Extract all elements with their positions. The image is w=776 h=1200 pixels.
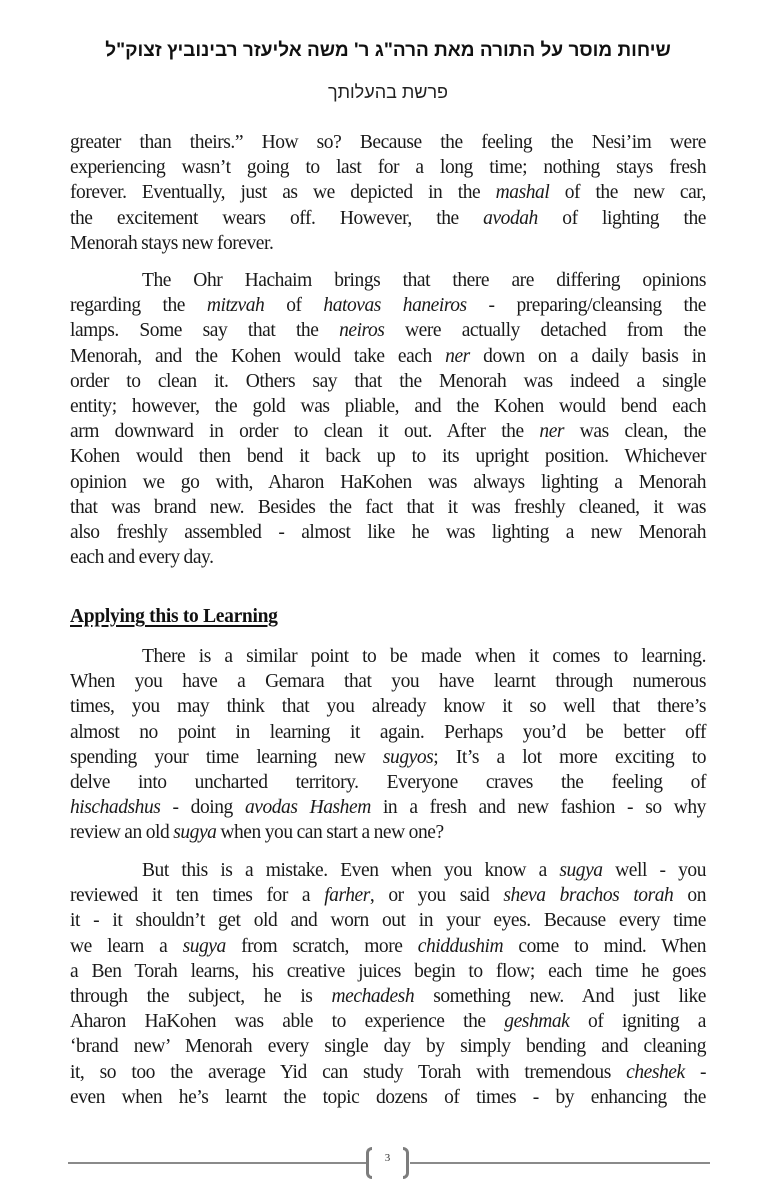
- text-line: a Ben Torah learns, his creative juices begin to flow; each time he goes: [70, 960, 706, 982]
- text-run: come to mind. When: [503, 935, 707, 957]
- book-title: שיחות מוסר על התורה מאת הרה"ג ר' משה אליעזר רבינוביץ זצוק"ל: [105, 40, 671, 61]
- text-run: ; It’s a lot more exciting to: [433, 746, 706, 768]
- text-line: almost no point in learning it again. Perhaps you’d be better off: [70, 721, 706, 743]
- footer-rule-left: [68, 1162, 368, 1164]
- italic-term: mechadesh: [331, 985, 415, 1007]
- text-run: we learn a: [70, 935, 183, 957]
- parsha-name: פרשת בהעלותך: [327, 82, 449, 102]
- text-line: experiencing wasn’t going to last for a long time; nothing stays fresh: [70, 157, 706, 179]
- text-line: opinion we go with, Aharon HaKohen was always lighting a Menorah: [70, 471, 706, 493]
- italic-term: sugyos: [382, 746, 434, 768]
- text-run: Aharon HaKohen was able to experience the: [70, 1011, 505, 1033]
- text-run: But this is a mistake. Even when you know a: [142, 860, 560, 881]
- right-brace-icon: [403, 1147, 409, 1179]
- section-heading: Applying this to Learning: [70, 606, 278, 627]
- text-line: [70, 318, 706, 343]
- page-number: 3: [384, 1152, 391, 1164]
- text-line: [70, 934, 706, 959]
- text-run: -: [684, 1061, 706, 1083]
- text-run: forever. Eventually, just as we depicted in the: [70, 182, 496, 204]
- text-run: regarding the: [70, 295, 207, 317]
- text-line: [70, 1060, 706, 1085]
- text-line: even when he’s learnt the topic dozens of times - by enhancing the: [70, 1086, 706, 1108]
- text-run: it, so too the average Yid can study Torah with tremendous: [70, 1061, 627, 1083]
- text-run: lamps. Some say that the: [70, 320, 340, 342]
- text-line: [70, 984, 706, 1009]
- text-run: when you can start a new one?: [216, 822, 444, 844]
- text-run: spending your time learning new: [70, 746, 383, 768]
- footer-rule-right: [410, 1162, 710, 1164]
- text-run: from scratch, more: [225, 935, 418, 957]
- italic-term: sugya: [559, 860, 603, 881]
- italic-term: mashal: [495, 182, 550, 204]
- italic-term: geshmak: [504, 1011, 570, 1033]
- italic-term: cheshek: [626, 1061, 685, 1083]
- text-line: it - it shouldn’t get old and worn out in your eyes. Because every time: [70, 910, 706, 932]
- text-line: [70, 858, 706, 883]
- text-run: arm downward in order to clean it out. After the: [70, 421, 540, 443]
- text-line: that was brand new. Besides the fact that it was freshly cleaned, it was: [70, 496, 706, 518]
- italic-term: chiddushim: [417, 935, 504, 957]
- text-run: in a fresh and new fashion - so why: [370, 797, 706, 819]
- text-run: was clean, the: [564, 421, 706, 443]
- text-line: When you have a Gemara that you have learnt through numerous: [70, 671, 706, 693]
- paragraph-learning: [70, 644, 706, 846]
- text-line: [70, 180, 706, 205]
- text-line: [70, 419, 706, 444]
- italic-term: ner: [539, 421, 565, 443]
- italic-term: neiros: [339, 320, 385, 342]
- italic-term: hischadshus: [70, 797, 161, 819]
- paragraph-continuation: [70, 130, 706, 256]
- text-line: [70, 1009, 706, 1034]
- italic-term: hatovas haneiros: [323, 295, 467, 317]
- text-line: greater than theirs.” How so? Because the feeling the Nesi’im were: [70, 132, 706, 153]
- italic-term: sheva brachos torah: [503, 885, 674, 907]
- text-line: order to clean it. Others say that the Menorah was indeed a single: [70, 370, 706, 392]
- text-run: on: [673, 885, 706, 907]
- text-run: through the subject, he is: [70, 985, 332, 1007]
- text-line: entity; however, the gold was pliable, and the Kohen would bend each: [70, 395, 706, 417]
- text-line: [70, 795, 706, 820]
- text-run: , or you said: [369, 885, 504, 907]
- text-run: of the new car,: [549, 182, 706, 204]
- text-line: The Ohr Hachaim brings that there are differing opinions: [142, 270, 706, 291]
- text-line: Kohen would then bend it back up to its upright position. Whichever: [70, 446, 706, 468]
- text-run: were actually detached from the: [384, 320, 706, 342]
- italic-term: avodas Hashem: [244, 797, 371, 819]
- text-line: [70, 293, 706, 318]
- text-run: reviewed it ten times for a: [70, 885, 325, 907]
- italic-term: sugya: [182, 935, 226, 957]
- text-line: [70, 206, 706, 231]
- text-run: well - you: [602, 860, 706, 881]
- text-run: - preparing/cleansing the: [466, 295, 706, 317]
- text-line: Menorah stays new forever.: [70, 232, 274, 254]
- paragraph-ohr-hachaim: [70, 268, 706, 570]
- text-line: ‘brand new’ Menorah every single day by simply bending and cleaning: [70, 1036, 706, 1058]
- text-line: [70, 344, 706, 369]
- text-line: also freshly assembled - almost like he was lighting a new Menorah: [70, 521, 706, 543]
- text-line: [70, 820, 706, 845]
- text-line: There is a similar point to be made when it comes to learning.: [142, 646, 706, 667]
- italic-term: sugya: [173, 822, 217, 844]
- text-line: [70, 883, 706, 908]
- text-run: down on a daily basis in: [469, 345, 706, 367]
- text-run: something new. And just like: [414, 985, 707, 1007]
- paragraph-mistake: [70, 858, 706, 1110]
- italic-term: ner: [445, 345, 470, 367]
- text-run: Menorah, and the Kohen would take each: [70, 345, 446, 367]
- text-run: of: [264, 295, 324, 317]
- text-line: times, you may think that you already know it so well that there’s: [70, 696, 706, 718]
- italic-term: mitzvah: [206, 295, 265, 317]
- text-line: delve into uncharted territory. Everyone craves the feeling of: [70, 771, 706, 793]
- text-line: [70, 745, 706, 770]
- text-line: each and every day.: [70, 547, 214, 569]
- italic-term: farher: [324, 885, 370, 907]
- text-run: review an old: [70, 822, 174, 844]
- italic-term: avodah: [483, 207, 538, 229]
- text-run: - doing: [160, 797, 245, 819]
- text-run: of lighting the: [537, 207, 706, 229]
- text-run: the excitement wears off. However, the: [70, 207, 484, 229]
- text-run: of igniting a: [569, 1011, 706, 1033]
